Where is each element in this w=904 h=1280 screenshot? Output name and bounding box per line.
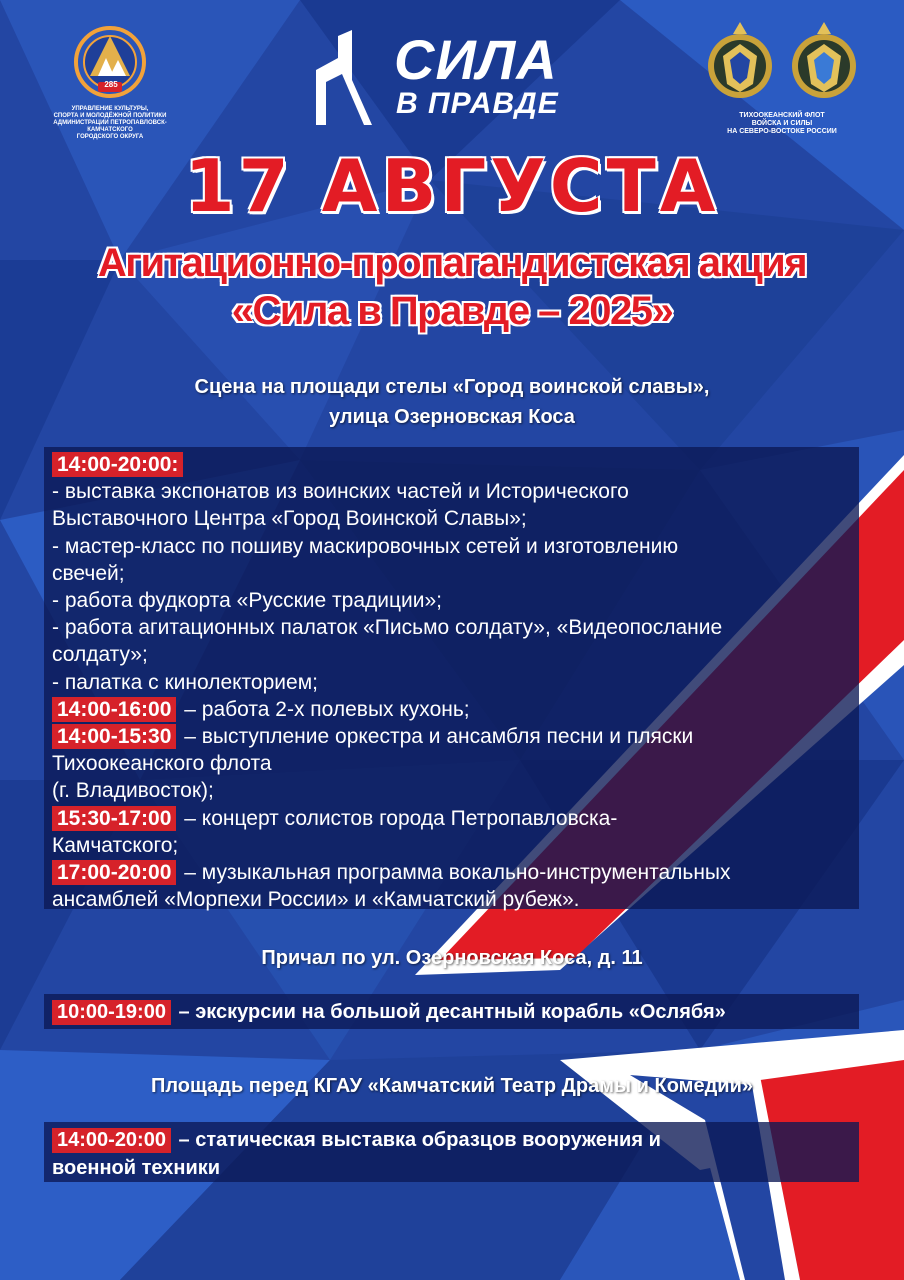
- event-title-line-2: «Сила в Правде – 2025»: [231, 289, 673, 333]
- schedule-text: – статическая выставка образцов вооружения и: [172, 1129, 661, 1151]
- venue-1-heading: [0, 372, 904, 432]
- venue-1-name-line: улица Озерновская Коса: [329, 406, 575, 428]
- left-org-caption-line: СПОРТА И МОЛОДЁЖНОЙ ПОЛИТИКИ: [53, 113, 167, 119]
- schedule-line: [52, 859, 851, 886]
- schedule-text: – работа 2-х полевых кухонь;: [178, 697, 470, 721]
- event-date: 17 АВГУСТА: [184, 144, 720, 228]
- schedule-line: военной техники: [52, 1157, 221, 1179]
- venue-1-name-line: Сцена на площади стелы «Город воинской славы»,: [194, 376, 710, 398]
- fleet-logos: [692, 22, 872, 136]
- schedule-line: - палатка с кинолекторием;: [52, 670, 318, 694]
- right-org-caption-line: ТИХООКЕАНСКИЙ ФЛОТ: [739, 112, 825, 119]
- schedule-line: [52, 805, 851, 832]
- venue-3-heading: Площадь перед КГАУ «Камчатский Театр Драмы и Комедии»: [150, 1075, 753, 1097]
- time-badge: 10:00-19:00: [52, 1000, 171, 1025]
- event-title-line-1: Агитационно-пропагандистская акция: [97, 241, 807, 285]
- anniversary-badge: 285: [104, 80, 118, 89]
- schedule-line: (г. Владивосток);: [52, 779, 214, 803]
- schedule-line: [52, 1126, 851, 1154]
- building-icon: [312, 30, 392, 125]
- right-org-caption-line: НА СЕВЕРО-ВОСТОКЕ РОССИИ: [727, 128, 837, 135]
- time-badge: 15:30-17:00: [52, 806, 176, 831]
- left-org-caption-line: АДМИНИСТРАЦИИ ПЕТРОПАВЛОВСК-КАМЧАТСКОГО: [53, 120, 167, 133]
- left-org-caption-line: ГОРОДСКОГО ОКРУГА: [76, 134, 144, 140]
- schedule-line: [52, 998, 851, 1026]
- schedule-line: Камчатского;: [52, 833, 179, 857]
- schedule-line: свечей;: [52, 561, 125, 585]
- venue-3-schedule: [44, 1122, 859, 1182]
- schedule-text: – музыкальная программа вокально-инструментальных: [178, 861, 731, 885]
- schedule-text: – экскурсии на большой десантный корабль «Ослябя»: [172, 1001, 726, 1023]
- time-badge: 14:00-16:00: [52, 697, 176, 722]
- brand-logo: [312, 30, 602, 125]
- schedule-line: - работа агитационных палаток «Письмо солдату», «Видеопослание: [52, 616, 723, 640]
- right-org-caption-line: ВОЙСКА И СИЛЫ: [751, 120, 813, 127]
- time-badge: 14:00-20:00: [52, 1128, 171, 1153]
- venue-1-schedule: [44, 447, 859, 912]
- right-org-caption: [692, 112, 872, 136]
- schedule-line: - выставка экспонатов из воинских частей и Исторического: [52, 480, 629, 504]
- schedule-line: [52, 696, 851, 723]
- brand-word-2: В ПРАВДЕ: [396, 87, 559, 120]
- venue-2-heading: Причал по ул. Озерновская Коса, д. 11: [261, 947, 643, 969]
- northeast-forces-emblem-icon: [789, 22, 859, 102]
- city-emblem-icon: [72, 22, 148, 102]
- left-org-caption-line: УПРАВЛЕНИЕ КУЛЬТУРЫ,: [71, 106, 149, 112]
- schedule-line: Выставочного Центра «Город Воинской Славы»;: [52, 507, 527, 531]
- time-badge: 14:00-15:30: [52, 724, 176, 749]
- pacific-fleet-emblem-icon: [705, 22, 775, 102]
- schedule-text: – концерт солистов города Петропавловска-: [178, 806, 618, 830]
- venue-2-schedule: [44, 994, 859, 1029]
- schedule-line: [52, 723, 851, 750]
- brand-word-1: СИЛА: [394, 28, 558, 91]
- schedule-text: – выступление оркестра и ансамбля песни и пляски: [178, 725, 694, 749]
- schedule-line: солдату»;: [52, 643, 148, 667]
- schedule-line: [52, 451, 851, 478]
- schedule-line: - мастер-класс по пошиву маскировочных сетей и изготовлению: [52, 534, 679, 558]
- time-badge: 17:00-20:00: [52, 860, 176, 885]
- schedule-line: ансамблей «Морпехи России» и «Камчатский рубеж».: [52, 888, 580, 912]
- schedule-line: Тихоокеанского флота: [52, 752, 272, 776]
- schedule-line: - работа фудкорта «Русские традиции»;: [52, 589, 442, 613]
- city-administration-logo: [40, 22, 180, 141]
- time-badge: 14:00-20:00:: [52, 452, 183, 477]
- left-org-caption: [40, 106, 180, 141]
